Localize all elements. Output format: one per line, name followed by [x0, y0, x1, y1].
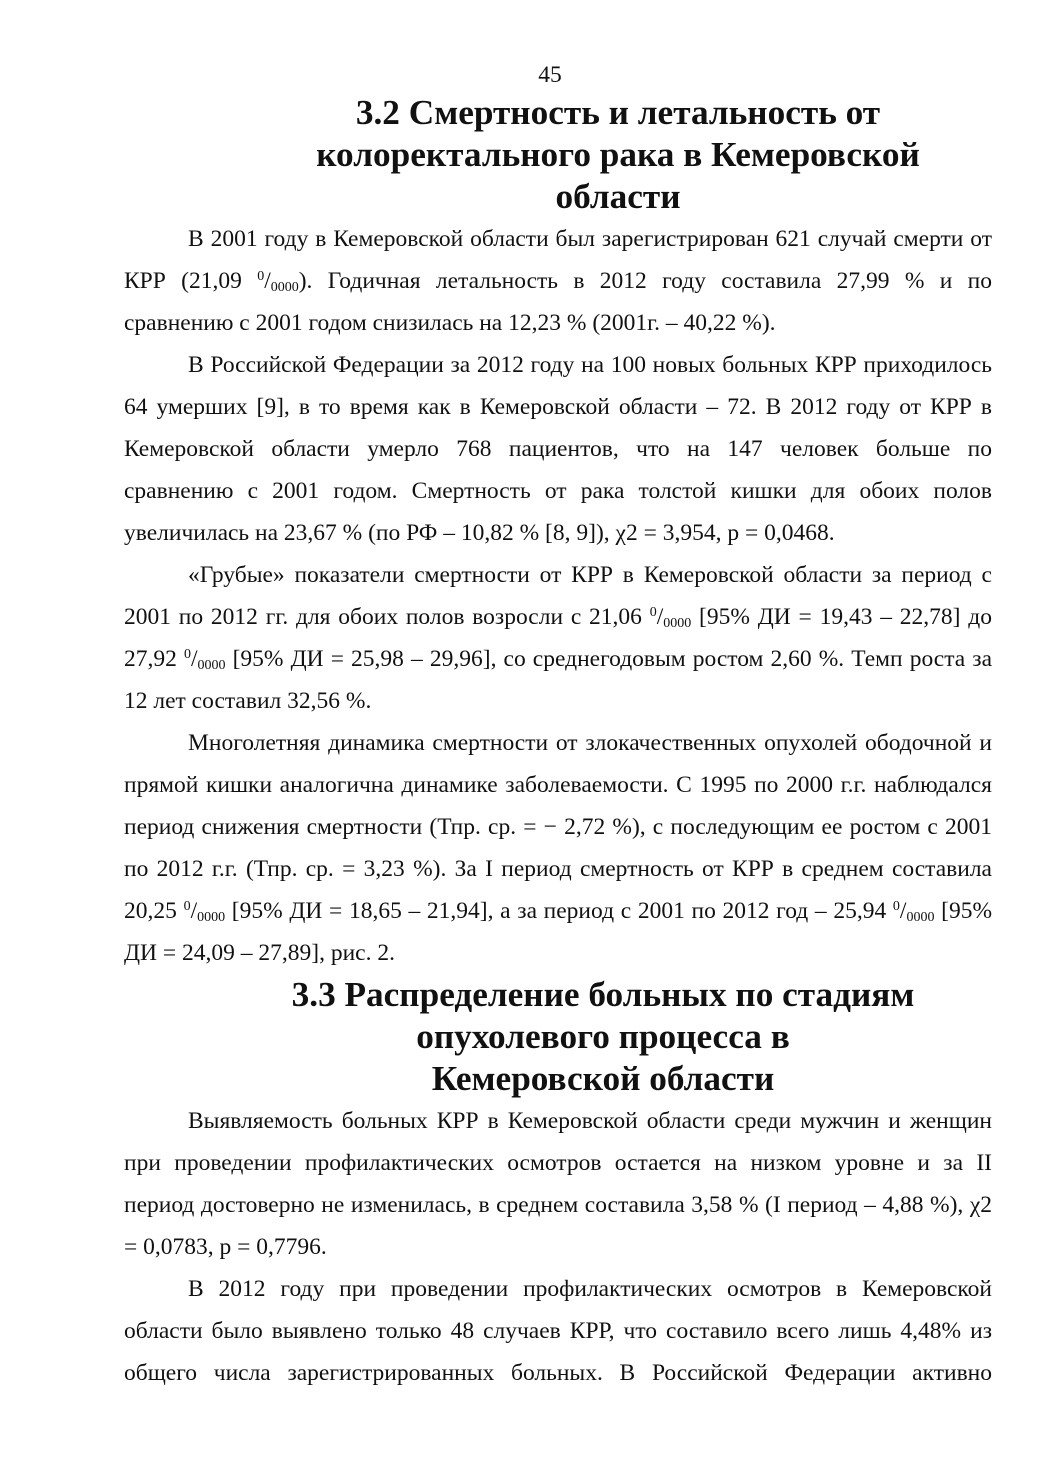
per-100000-unit: $^0/_{0000}$ — [257, 268, 299, 295]
section-heading-3-3 — [124, 974, 992, 1100]
paragraph-text: [95% ДИ = 18,65 – 21,94], а за период с 2001 по 2012 год – 25,94 — [225, 898, 893, 924]
per-100000-unit: $^0/_{0000}$ — [649, 604, 692, 631]
paragraph-text: Многолетняя динамика смертности от злокачественных опухолей ободочной и прямой кишки аналогична динамике заболеваемости. С 1995 по 2000 г.г. наблюдался период снижения смертности (Тпр. ср. = − 2,72 %), с последующим ее ростом с 2001 по 2012 г.г. (Тпр. ср. = 3,23 %). За I период смертность от КРР в среднем составила 20,25 — [124, 730, 992, 924]
heading-line: области — [555, 177, 681, 216]
per-100000-unit: $^0/_{0000}$ — [183, 646, 226, 673]
page-content — [124, 92, 992, 1394]
paragraph-text: [95% ДИ = 24,09 – 27,89], рис. 2. — [124, 898, 993, 966]
paragraph-text: [95% ДИ = 19,43 – 22,78] до 27,92 — [124, 604, 992, 672]
paragraph-long-term-dynamics — [124, 722, 992, 974]
paragraph-russia-comparison: В Российской Федерации за 2012 году на 100 новых больных КРР приходилось 64 умерших [9], в то время как в Кемеровской области – 72. В 2012 году от КРР в Кемеровской области умерло 768 пациентов, что на 147 человек больше по сравнению с 2001 годом. Смертность от рака толстой кишки для обоих полов увеличилась на 23,67 % (по РФ – 10,82 % [8, 9]), χ2 = 3,954, p = 0,0468. — [124, 352, 992, 546]
paragraph-text: [95% ДИ = 25,98 – 29,96], со среднегодовым ростом 2,60 %. Темп роста за 12 лет составил 32,56 %. — [124, 646, 993, 714]
per-100000-unit: $^0/_{0000}$ — [183, 898, 226, 925]
paragraph-mortality-2001 — [124, 218, 992, 344]
page-number: 45 — [538, 62, 562, 88]
paragraph-2012-screening: В 2012 году при проведении профилактических осмотров в Кемеровской области было выявлено только 48 случаев КРР, что составило всего лишь 4,48% из общего числа зарегистрированных больных. В Российской Федерации активно — [124, 1276, 992, 1386]
heading-line: 3.2 Смертность и летальность от колоректального рака в Кемеровской — [316, 93, 920, 174]
paragraph-text: «Грубые» показатели смертности от КРР в Кемеровской области за период с 2001 по 2012 гг. для обоих полов возросли с 21,06 — [124, 562, 992, 630]
heading-line: 3.3 Распределение больных по стадиям опухолевого процесса в — [291, 975, 915, 1056]
paragraph-detection-rate: Выявляемость больных КРР в Кемеровской области среди мужчин и женщин при проведении профилактических осмотров остается на низком уровне и за II период достоверно не изменилась, в среднем составила 3,58 % (I период – 4,88 %), χ2 = 0,0783, p = 0,7796. — [124, 1108, 992, 1260]
heading-line: Кемеровской области — [431, 1059, 775, 1098]
paragraph-text: В 2001 году в Кемеровской области был зарегистрирован 621 случай смерти от КРР (21,09 — [124, 226, 992, 294]
paragraph-crude-rates — [124, 554, 992, 722]
paragraph-text: ). Годичная летальность в 2012 году составила 27,99 % и по сравнению с 2001 годом снизилась на 12,23 % (2001г. – 40,22 %). — [124, 268, 993, 336]
section-heading-3-2 — [124, 92, 992, 218]
per-100000-unit: $^0/_{0000}$ — [892, 898, 935, 925]
